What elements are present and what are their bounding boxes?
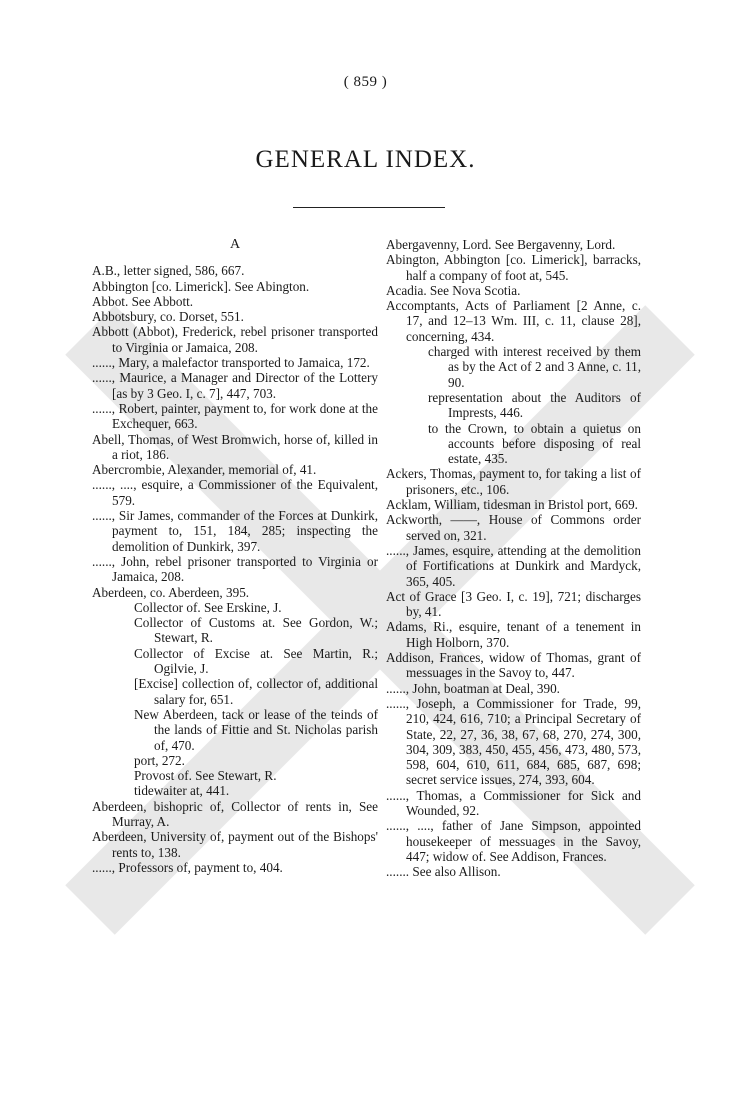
index-entry: ......, Professors of, payment to, 404. <box>92 859 283 875</box>
index-entry: to the Crown, to obtain a quietus on accounts before disposing of real estate, 435. <box>428 420 641 467</box>
index-entry: Acadia. See Nova Scotia. <box>386 282 521 298</box>
index-entry: Aberdeen, co. Aberdeen, 395. <box>92 584 250 600</box>
index-entry: Act of Grace [3 Geo. I, c. 19], 721; discharges by, 41. <box>386 588 641 620</box>
index-entry: ......, Joseph, a Commissioner for Trade, 99, 210, 424, 616, 710; a Principal Secretary of State, 22, 27, 36, 38, 67, 68, 270, 274, 300, 304, 309, 383, 450, 455, 456, 473, 480, 573, 598, 604, 610, 611, 684, 685, 687, 698; secret service issues, 274, 393, 604. <box>386 695 641 788</box>
index-entry: port, 272. <box>134 752 185 768</box>
index-entry: [Excise] collection of, collector of, additional salary for, 651. <box>134 676 378 707</box>
index-entry: Acklam, William, tidesman in Bristol port, 669. <box>386 497 638 513</box>
index-entry: Aberdeen, bishopric of, Collector of rents in, See Murray, A. <box>92 798 378 829</box>
index-entry: ......, ...., esquire, a Commissioner of the Equivalent, 579. <box>92 477 378 508</box>
index-entry: Addison, Frances, widow of Thomas, grant of messuages in the Savoy to, 447. <box>386 650 641 681</box>
index-entry: Collector of Customs at. See Gordon, W.; Stewart, R. <box>134 615 378 646</box>
index-entry: Aberdeen, University of, payment out of the Bishops' rents to, 138. <box>92 829 378 860</box>
index-entry: Ackworth, ——, House of Commons order served on, 321. <box>386 512 641 543</box>
index-entry: Abercrombie, Alexander, memorial of, 41. <box>92 462 317 478</box>
index-entry: ......, John, rebel prisoner transported to Virginia or Jamaica, 208. <box>92 553 378 585</box>
index-entry: representation about the Auditors of Imprests, 446. <box>428 389 641 421</box>
index-entry: ......, Thomas, a Commissioner for Sick and Wounded, 92. <box>386 787 641 818</box>
index-entry: Abergavenny, Lord. See Bergavenny, Lord. <box>386 237 616 252</box>
index-entry: Abell, Thomas, of West Bromwich, horse of, killed in a riot, 186. <box>92 431 378 462</box>
index-entry: Abington, Abbington [co. Limerick], barracks, half a company of foot at, 545. <box>386 252 641 283</box>
index-entry: Ackers, Thomas, payment to, for taking a list of prisoners, etc., 106. <box>386 466 641 497</box>
index-entry: ......, John, boatman at Deal, 390. <box>386 680 560 696</box>
right-entries <box>386 237 641 879</box>
index-entry: charged with interest received by them as by the Act of 2 and 3 Anne, c. 11, 90. <box>428 344 641 390</box>
index-entry: Adams, Ri., esquire, tenant of a tenement in High Holborn, 370. <box>386 619 641 650</box>
index-entry: Provost of. See Stewart, R. <box>134 768 277 784</box>
index-entry: ....... See also Allison. <box>386 864 501 880</box>
index-entry: ......, ...., father of Jane Simpson, appointed housekeeper of messuages in the Savoy, 447; widow of. See Addison, Frances. <box>386 818 641 864</box>
page-title: GENERAL INDEX. <box>255 146 476 173</box>
section-letter: A <box>229 237 241 252</box>
index-entry: A.B., letter signed, 586, 667. <box>92 263 245 279</box>
index-entry: Abbot. See Abbott. <box>92 293 194 309</box>
index-entry: Abbington [co. Limerick]. See Abington. <box>92 278 310 294</box>
index-entry: ......, Sir James, commander of the Forces at Dunkirk, payment to, 151, 184, 285; inspecting the demolition of Dunkirk, 397. <box>92 508 378 554</box>
index-entry: New Aberdeen, tack or lease of the teinds of the lands of Fittie and St. Nicholas parish of, 470. <box>134 706 378 753</box>
index-entry: Collector of. See Erskine, J. <box>134 599 282 615</box>
page-number: ( 859 ) <box>343 74 388 90</box>
index-entry: ......, Robert, painter, payment to, for work done at the Exchequer, 663. <box>92 400 378 432</box>
title-rule <box>293 207 445 208</box>
index-entry: Collector of Excise at. See Martin, R.; Ogilvie, J. <box>134 645 378 677</box>
left-entries <box>92 263 378 875</box>
index-column-left <box>92 237 378 875</box>
index-entry: Abbott (Abbot), Frederick, rebel prisoner transported to Virginia or Jamaica, 208. <box>92 324 378 355</box>
index-column-right <box>386 237 641 879</box>
index-entry: ......, Mary, a malefactor transported to Jamaica, 172. <box>92 355 370 371</box>
index-entry: ......, James, esquire, attending at the demolition of Fortifications at Dunkirk and Mardyck, 365, 405. <box>386 542 641 589</box>
index-entry: Abbotsbury, co. Dorset, 551. <box>92 309 244 325</box>
index-entry: tidewaiter at, 441. <box>134 783 230 799</box>
index-entry: Accomptants, Acts of Parliament [2 Anne, c. 17, and 12–13 Wm. III, c. 11, clause 28], concerning, 434. <box>386 298 641 344</box>
index-entry: ......, Maurice, a Manager and Director of the Lottery [as by 3 Geo. I, c. 7], 447, 703. <box>92 370 378 401</box>
